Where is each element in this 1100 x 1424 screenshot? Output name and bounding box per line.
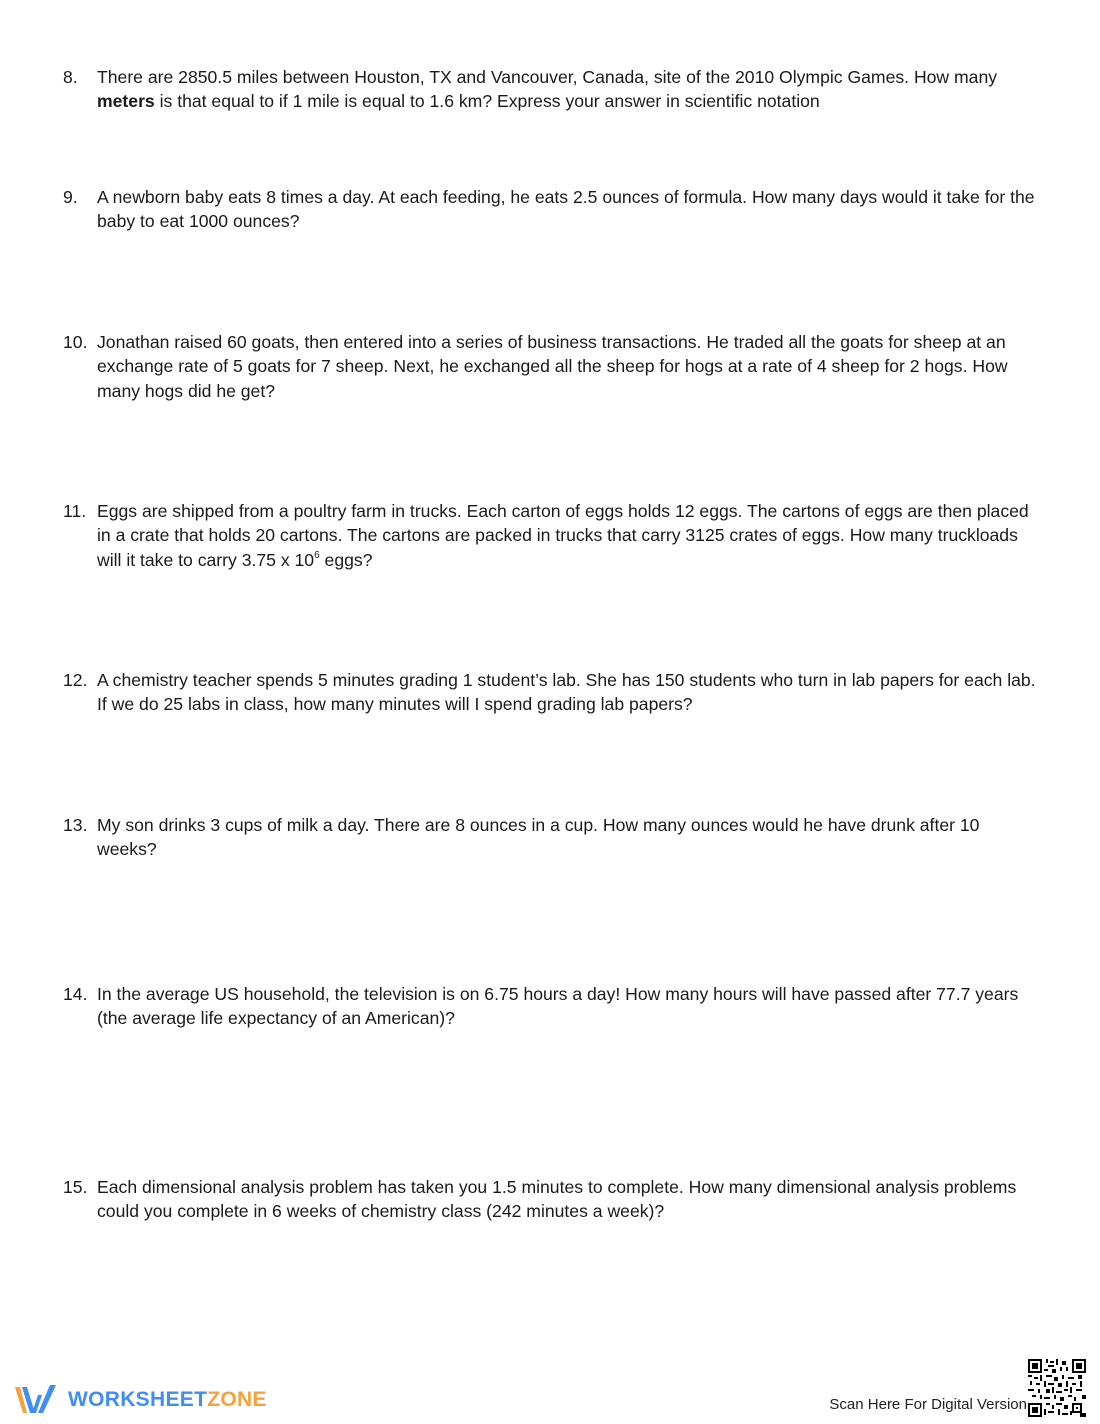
problem-text: Jonathan raised 60 goats, then entered into a series of business transactions. He traded all the goats for sheep at an exchange rate of 5 goats for 7 sheep. Next, he exchanged all the sheep for hogs at a rate of 4 sheep for 2 hogs. How many hogs did he get? <box>97 332 1008 401</box>
problem-text <box>97 65 1038 114</box>
problem-text: A newborn baby eats 8 times a day. At each feeding, he eats 2.5 ounces of formula. How many days would it take for the baby to eat 1000 ounces? <box>97 187 1035 232</box>
bold-term: meters <box>97 91 155 112</box>
problem-11 <box>63 499 1038 572</box>
problem-number: 12. <box>63 670 88 690</box>
exponent: 6 <box>314 549 320 561</box>
problem-text-main: Eggs are shipped from a poultry farm in trucks. Each carton of eggs holds 12 eggs. The cartons of eggs are then placed in a crate that holds 20 cartons. The cartons are packed in trucks that carry 3125 crates of eggs. How many truckloads will it take to carry 3.75 x 10 <box>97 501 1029 570</box>
problem-number: 8. <box>63 67 78 87</box>
problem-text: My son drinks 3 cups of milk a day. There are 8 ounces in a cup. How many ounces would he have drunk after 10 weeks? <box>97 815 980 860</box>
scan-instruction: Scan Here For Digital Version <box>829 1396 1027 1413</box>
worksheetzone-logo[interactable] <box>14 1383 267 1417</box>
problem-number: 14. <box>63 984 88 1004</box>
problem-number: 10. <box>63 332 88 352</box>
problem-text: In the average US household, the television is on 6.75 hours a day! How many hours will have passed after 77.7 years (the average life expectancy of an American)? <box>97 984 1019 1029</box>
worksheetzone-w-logo-icon <box>14 1383 60 1417</box>
problem-8 <box>63 65 1038 114</box>
problem-10 <box>63 330 1038 403</box>
problem-14 <box>63 982 1038 1031</box>
problem-text <box>97 499 1038 572</box>
problem-text: A chemistry teacher spends 5 minutes grading 1 student’s lab. She has 150 students who turn in lab papers for each lab. If we do 25 labs in class, how many minutes will I spend grading lab papers? <box>97 670 1036 715</box>
problem-text-line1: There are 2850.5 miles between Houston, TX and Vancouver, Canada, site of the 2010 Olympic Games. How many <box>97 67 998 87</box>
brand-name-part2: ZONE <box>207 1388 267 1411</box>
problem-text-end: eggs? <box>319 549 373 570</box>
qr-code-icon[interactable] <box>1028 1359 1086 1417</box>
problem-15 <box>63 1175 1038 1224</box>
brand-name-part1: WORKSHEET <box>68 1388 208 1411</box>
problem-number: 13. <box>63 815 88 835</box>
brand-name <box>68 1388 267 1412</box>
problem-number: 9. <box>63 187 78 207</box>
problem-13 <box>63 813 1038 862</box>
problem-9 <box>63 185 1038 234</box>
problem-number: 11. <box>63 501 87 521</box>
problem-12 <box>63 668 1038 717</box>
problem-text: Each dimensional analysis problem has taken you 1.5 minutes to complete. How many dimensional analysis problems could you complete in 6 weeks of chemistry class (242 minutes a week)? <box>97 1177 1017 1222</box>
problem-number: 15. <box>63 1177 88 1197</box>
problem-text-line2: is that equal to if 1 mile is equal to 1.6 km? Express your answer in scientific notation <box>154 91 820 112</box>
